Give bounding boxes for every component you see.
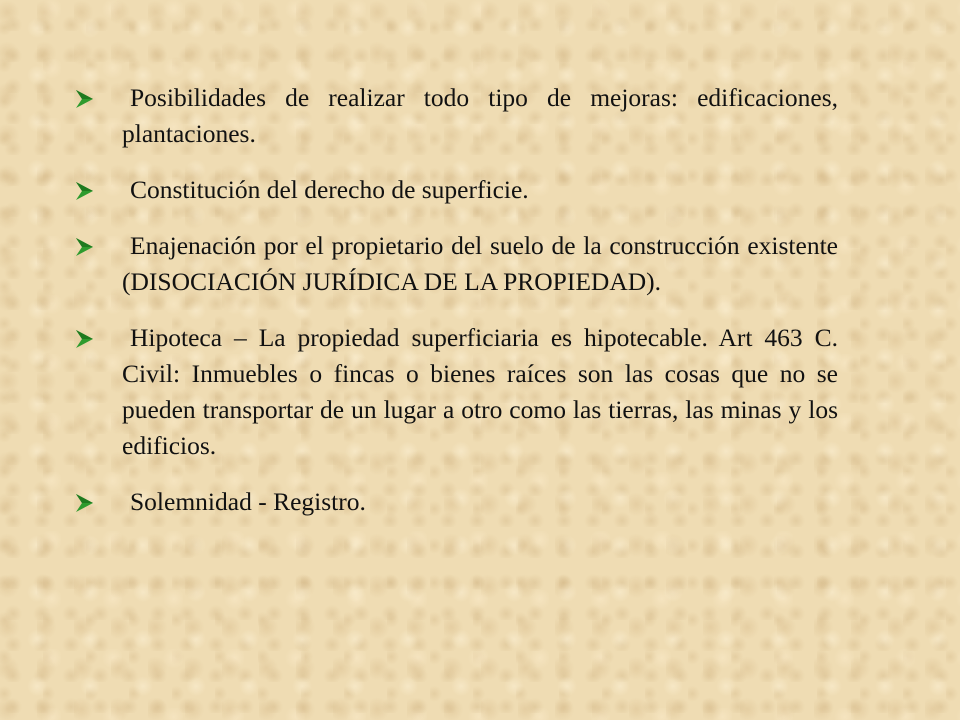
arrowhead-bullet-icon — [74, 89, 94, 109]
bullet-text: Solemnidad - Registro. — [130, 487, 366, 516]
arrowhead-bullet-icon — [74, 237, 94, 257]
bullet-item — [122, 172, 838, 208]
bullet-text: Constitución del derecho de superficie. — [130, 175, 529, 204]
bullet-text: Enajenación por el propietario del suelo de la construcción existente (DISOCIACIÓN JURÍDICA DE LA PROPIEDAD). — [122, 231, 838, 296]
bullet-item — [122, 484, 838, 520]
bullet-item — [122, 320, 838, 464]
bullet-item — [122, 80, 838, 152]
arrowhead-bullet-icon — [74, 329, 94, 349]
bullet-text: Hipoteca – La propiedad superficiaria es hipotecable. Art 463 C. Civil: Inmuebles o fincas o bienes raíces son las cosas que no se pueden transportar de un lugar a otro como las tierras, las minas y los edificios. — [122, 323, 838, 460]
arrowhead-bullet-icon — [74, 181, 94, 201]
bullet-text: Posibilidades de realizar todo tipo de mejoras: edificaciones, plantaciones. — [122, 83, 838, 148]
arrowhead-bullet-icon — [74, 493, 94, 513]
bullet-item — [122, 228, 838, 300]
slide-body — [0, 80, 960, 520]
